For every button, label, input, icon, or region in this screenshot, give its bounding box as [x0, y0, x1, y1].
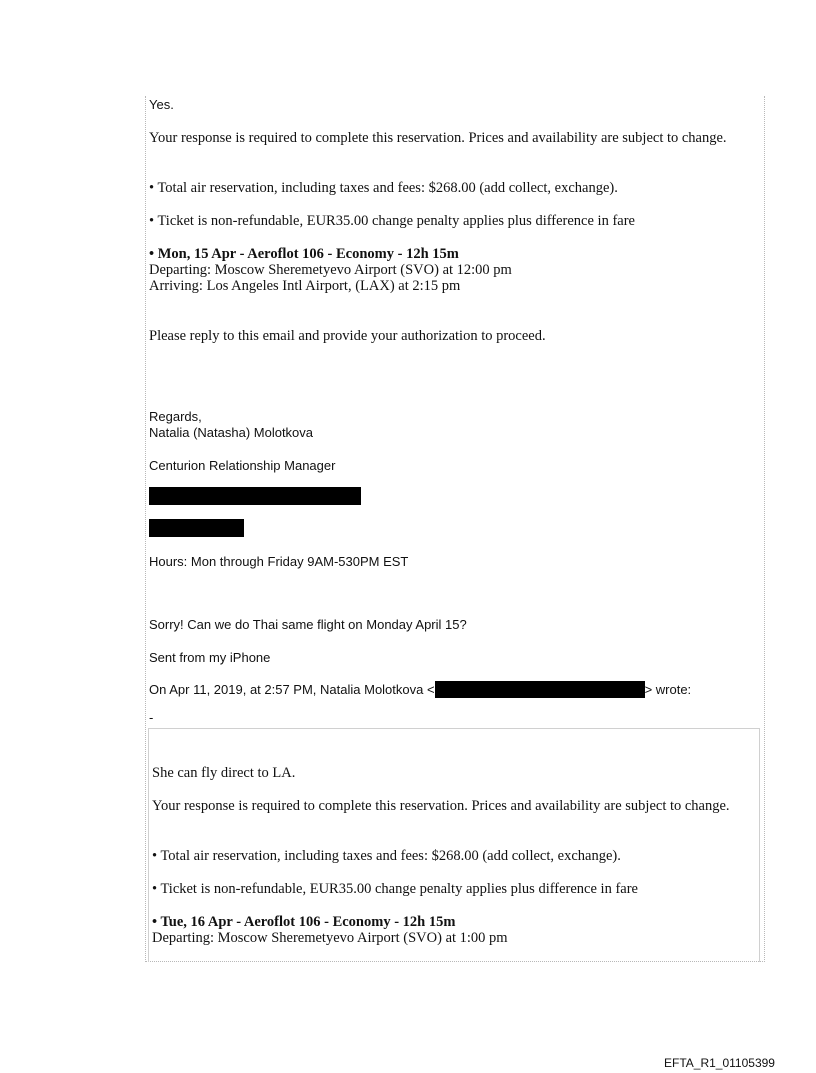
quote-header-before: On Apr 11, 2019, at 2:57 PM, Natalia Molotkova < — [149, 682, 435, 697]
quoted-bullet-ticket-text: • Ticket is non-refundable, EUR35.00 change penalty applies plus difference in fare — [152, 881, 638, 897]
signature-name: Natalia (Natasha) Molotkova — [149, 425, 314, 440]
redaction-bar — [149, 519, 244, 537]
quoted-bullet-total-text: • Total air reservation, including taxes and fees: $268.00 (add collect, exchange). — [152, 848, 621, 864]
document-id: EFTA_R1_01105399 — [664, 1056, 775, 1070]
bullet-total-text: • Total air reservation, including taxes and fees: $268.00 (add collect, exchange). — [149, 180, 618, 196]
quote-header — [149, 681, 691, 698]
reply-request-text: Please reply to this email and provide your authorization to proceed. — [149, 328, 546, 344]
reply-message: Sorry! Can we do Thai same flight on Monday April 15? — [149, 617, 467, 632]
yes-text: Yes. — [149, 97, 174, 112]
response-required-text: Your response is required to complete this reservation. Prices and availability are subject to change. — [149, 130, 727, 146]
dash-separator: - — [149, 710, 154, 725]
quoted-flight-heading: • Tue, 16 Apr - Aeroflot 106 - Economy - 12h 15m — [152, 914, 456, 930]
quoted-response-required-text: Your response is required to complete this reservation. Prices and availability are subject to change. — [152, 798, 730, 814]
quoted-departing-text: Departing: Moscow Sheremetyevo Airport (SVO) at 1:00 pm — [152, 930, 508, 946]
quote-header-after: > wrote: — [644, 682, 692, 697]
bullet-ticket-text: • Ticket is non-refundable, EUR35.00 change penalty applies plus difference in fare — [149, 213, 635, 229]
departing-text: Departing: Moscow Sheremetyevo Airport (SVO) at 12:00 pm — [149, 262, 512, 278]
regards-text: Regards, — [149, 409, 202, 424]
sent-from-text: Sent from my iPhone — [149, 650, 271, 665]
redaction-bar — [149, 487, 361, 505]
arriving-text: Arriving: Los Angeles Intl Airport, (LAX) at 2:15 pm — [149, 278, 461, 294]
quoted-intro-text: She can fly direct to LA. — [152, 765, 296, 781]
signature-title: Centurion Relationship Manager — [149, 458, 336, 473]
hours-text: Hours: Mon through Friday 9AM-530PM EST — [149, 554, 409, 569]
flight-heading: • Mon, 15 Apr - Aeroflot 106 - Economy - 12h 15m — [149, 246, 459, 262]
redaction-bar — [435, 681, 645, 698]
